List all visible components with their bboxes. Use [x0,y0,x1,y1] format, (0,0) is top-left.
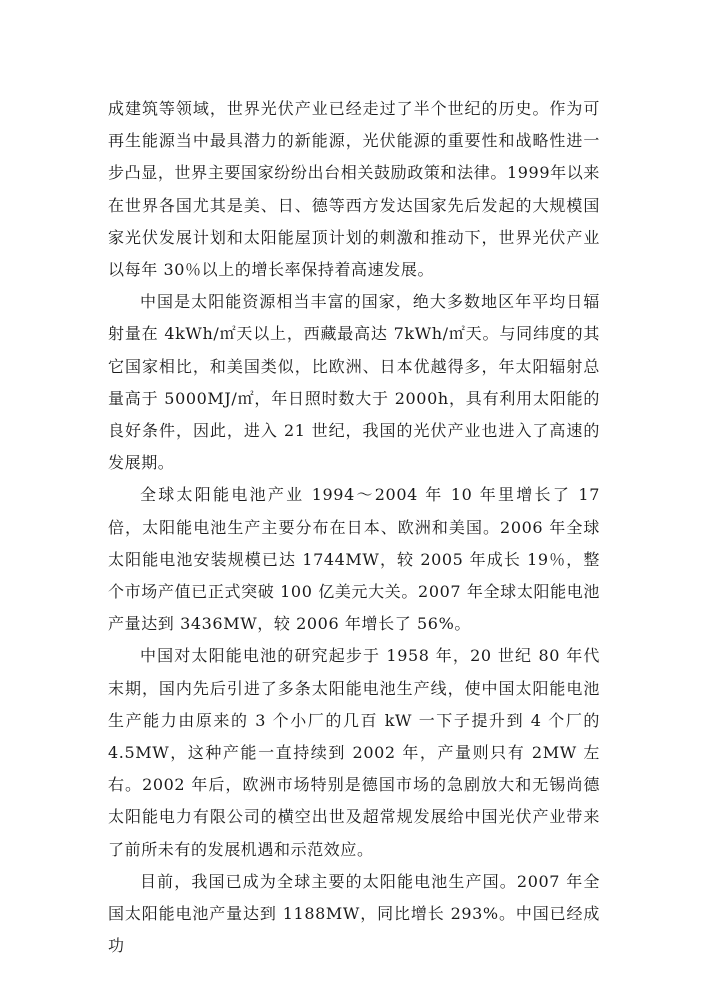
paragraph-4: 中国对太阳能电池的研究起步于 1958 年，20 世纪 80 年代末期，国内先后引进了多条太阳能电池生产线，使中国太阳能电池生产能力由原来的 3 个小厂的几百 kW 一下子提升到 4 个厂的 4.5MW，这种产能一直持续到 2002 年，产量则只有 2MW 左右。2002 年后，欧洲市场特别是德国市场的急剧放大和无锡尚德太阳能电力有限公司的横空出世及超常规发展给中国光伏产业带来了前所未有的发展机遇和示范效应。 [108,646,600,859]
paragraph-1: 成建筑等领域，世界光伏产业已经走过了半个世纪的历史。作为可再生能源当中最具潜力的新能源，光伏能源的重要性和战略性进一步凸显，世界主要国家纷纷出台相关鼓励政策和法律。1999年以来在世界各国尤其是美、日、德等西方发达国家先后发起的大规模国家光伏发展计划和太阳能屋顶计划的刺激和推动下，世界光伏产业以每年 30％以上的增长率保持着高速发展。 [108,99,600,280]
paragraph-3: 全球太阳能电池产业 1994～2004 年 10 年里增长了 17 倍，太阳能电池生产主要分布在日本、欧洲和美国。2006 年全球太阳能电池安装规模已达 1744MW，较 2005 年成长 19％，整个市场产值已正式突破 100 亿美元大关。2007 年全球太阳能电池产量达到 3436MW，较 2006 年增长了 56%。 [108,485,600,634]
paragraph-2: 中国是太阳能资源相当丰富的国家，绝大多数地区年平均日辐射量在 4kWh/㎡天以上，西藏最高达 7kWh/㎡天。与同纬度的其它国家相比，和美国类似，比欧洲、日本优越得多，年太阳辐射总量高于 5000MJ/㎡，年日照时数大于 2000h，具有利用太阳能的良好条件，因此，进入 21 世纪，我国的光伏产业也进入了高速的发展期。 [108,292,600,473]
body-text [108,93,600,962]
paragraph-5: 目前，我国已成为全球主要的太阳能电池生产国。2007 年全国太阳能电池产量达到 1188MW，同比增长 293%。中国已经成功 [108,871,600,956]
